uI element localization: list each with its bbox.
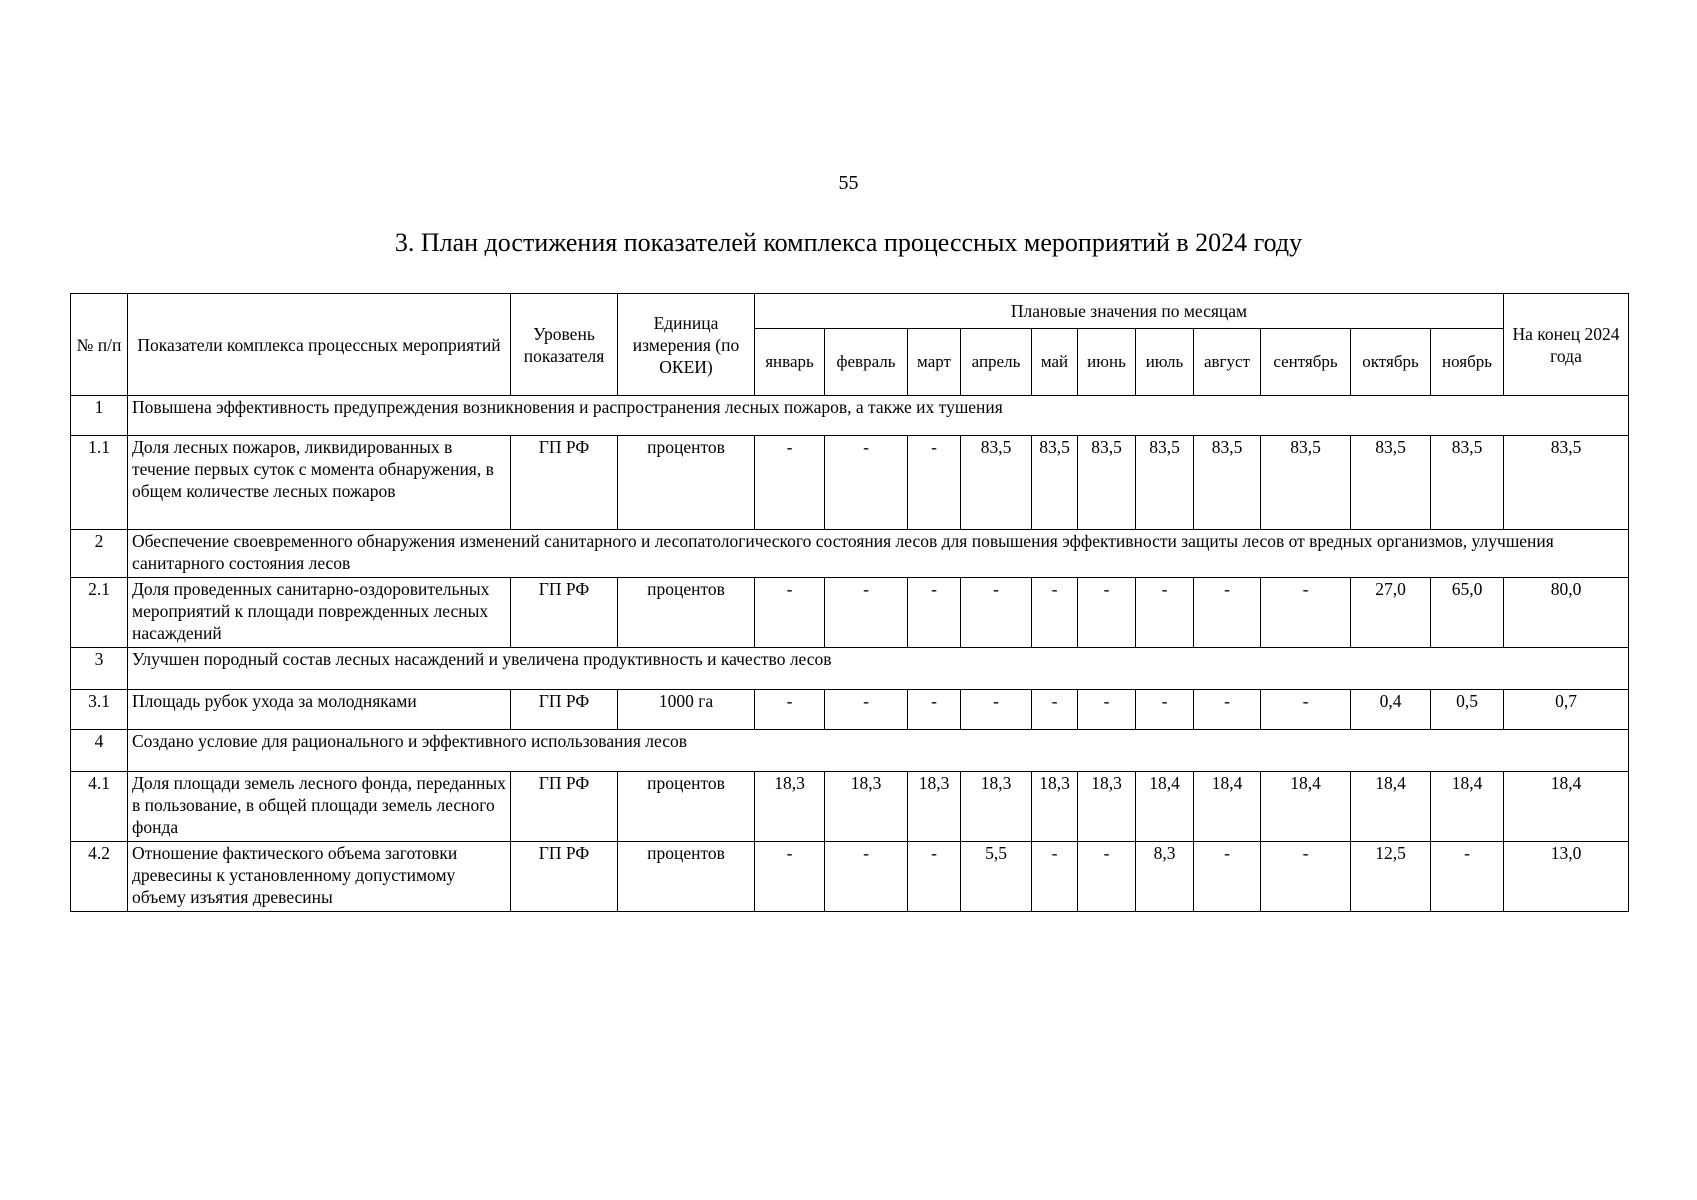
month-value: - <box>1194 578 1261 648</box>
month-value: 83,5 <box>1261 436 1351 530</box>
indicator-level: ГП РФ <box>511 578 618 648</box>
month-value: 18,3 <box>1032 772 1078 842</box>
table-row <box>71 842 1629 912</box>
header-month: февраль <box>825 329 908 396</box>
month-value: - <box>1136 690 1194 730</box>
month-value: - <box>1032 690 1078 730</box>
month-value: - <box>908 690 961 730</box>
indicator-name: Отношение фактического объема заготовки древесины к установленному допустимому объему изъятия древесины <box>128 842 511 912</box>
month-value: - <box>1032 842 1078 912</box>
page-number: 55 <box>838 172 859 194</box>
header-month: май <box>1032 329 1078 396</box>
month-value: - <box>825 842 908 912</box>
month-value: - <box>1194 690 1261 730</box>
year-end-value: 80,0 <box>1504 578 1629 648</box>
header-month: март <box>908 329 961 396</box>
month-value: 83,5 <box>1194 436 1261 530</box>
month-value: 83,5 <box>1431 436 1504 530</box>
indicator-name: Доля проведенных санитарно-оздоровительных мероприятий к площади поврежденных лесных насаждений <box>128 578 511 648</box>
header-month: апрель <box>961 329 1032 396</box>
month-value: - <box>1078 842 1136 912</box>
month-value: - <box>755 436 825 530</box>
year-end-value: 18,4 <box>1504 772 1629 842</box>
header-month: июнь <box>1078 329 1136 396</box>
section-title: Повышена эффективность предупреждения возникновения и распространения лесных пожаров, а также их тушения <box>128 396 1629 436</box>
indicator-name: Доля площади земель лесного фонда, переданных в пользование, в общей площади земель лесного фонда <box>128 772 511 842</box>
month-value: 83,5 <box>961 436 1032 530</box>
section-title: Создано условие для рационального и эффективного использования лесов <box>128 730 1629 772</box>
month-value: - <box>961 690 1032 730</box>
month-value: 18,4 <box>1136 772 1194 842</box>
month-value: 18,3 <box>755 772 825 842</box>
page-title: 3. План достижения показателей комплекса процессных мероприятий в 2024 году <box>394 228 1303 257</box>
indicator-level: ГП РФ <box>511 772 618 842</box>
header-month: октябрь <box>1351 329 1431 396</box>
month-value: - <box>1136 578 1194 648</box>
row-number: 4.1 <box>71 772 128 842</box>
month-value: 18,4 <box>1431 772 1504 842</box>
section-row <box>71 396 1629 436</box>
month-value: 12,5 <box>1351 842 1431 912</box>
section-title: Улучшен породный состав лесных насаждений и увеличена продуктивность и качество лесов <box>128 648 1629 690</box>
month-value: - <box>825 578 908 648</box>
header-month: август <box>1194 329 1261 396</box>
month-value: 83,5 <box>1136 436 1194 530</box>
month-value: 0,5 <box>1431 690 1504 730</box>
month-value: 65,0 <box>1431 578 1504 648</box>
table-row <box>71 772 1629 842</box>
header-year-end: На конец 2024 года <box>1504 294 1629 396</box>
month-value: - <box>1261 690 1351 730</box>
indicator-name: Площадь рубок ухода за молодняками <box>128 690 511 730</box>
month-value: 18,3 <box>825 772 908 842</box>
month-value: - <box>755 690 825 730</box>
month-value: 18,3 <box>1078 772 1136 842</box>
header-level: Уровень показателя <box>511 294 618 396</box>
month-value: - <box>908 436 961 530</box>
indicator-unit: процентов <box>618 842 755 912</box>
month-value: 18,3 <box>961 772 1032 842</box>
table-row <box>71 690 1629 730</box>
row-number: 1.1 <box>71 436 128 530</box>
month-value: - <box>755 578 825 648</box>
row-number: 3.1 <box>71 690 128 730</box>
table-row <box>71 436 1629 530</box>
month-value: 18,4 <box>1351 772 1431 842</box>
month-value: - <box>825 690 908 730</box>
indicator-level: ГП РФ <box>511 436 618 530</box>
row-number: 1 <box>71 396 128 436</box>
month-value: - <box>1194 842 1261 912</box>
header-row-top <box>71 294 1629 329</box>
month-value: - <box>755 842 825 912</box>
month-value: - <box>1032 578 1078 648</box>
indicator-name: Доля лесных пожаров, ликвидированных в течение первых суток с момента обнаружения, в общем количестве лесных пожаров <box>128 436 511 530</box>
section-row <box>71 530 1629 578</box>
header-planned-values: Плановые значения по месяцам <box>755 294 1504 329</box>
header-month: ноябрь <box>1431 329 1504 396</box>
row-number: 2.1 <box>71 578 128 648</box>
header-month: июль <box>1136 329 1194 396</box>
month-value: 18,4 <box>1261 772 1351 842</box>
header-num: № п/п <box>71 294 128 396</box>
month-value: - <box>1261 578 1351 648</box>
month-value: - <box>1078 690 1136 730</box>
section-row <box>71 648 1629 690</box>
indicator-unit: процентов <box>618 436 755 530</box>
indicator-unit: процентов <box>618 578 755 648</box>
month-value: - <box>1431 842 1504 912</box>
month-value: 83,5 <box>1078 436 1136 530</box>
header-month: январь <box>755 329 825 396</box>
row-number: 4 <box>71 730 128 772</box>
year-end-value: 83,5 <box>1504 436 1629 530</box>
indicators-plan-table <box>70 293 1629 912</box>
indicator-unit: процентов <box>618 772 755 842</box>
year-end-value: 0,7 <box>1504 690 1629 730</box>
month-value: 18,3 <box>908 772 961 842</box>
indicator-unit: 1000 га <box>618 690 755 730</box>
row-number: 3 <box>71 648 128 690</box>
month-value: 27,0 <box>1351 578 1431 648</box>
month-value: 18,4 <box>1194 772 1261 842</box>
month-value: 8,3 <box>1136 842 1194 912</box>
indicator-level: ГП РФ <box>511 690 618 730</box>
month-value: - <box>1261 842 1351 912</box>
header-month: сентябрь <box>1261 329 1351 396</box>
month-value: 5,5 <box>961 842 1032 912</box>
month-value: 83,5 <box>1032 436 1078 530</box>
header-indicator: Показатели комплекса процессных мероприятий <box>128 294 511 396</box>
section-title: Обеспечение своевременного обнаружения изменений санитарного и лесопатологического состояния лесов для повышения эффективности защиты лесов от вредных организмов, улучшения санитарного состояния лесов <box>128 530 1629 578</box>
indicator-level: ГП РФ <box>511 842 618 912</box>
month-value: 83,5 <box>1351 436 1431 530</box>
month-value: - <box>961 578 1032 648</box>
section-row <box>71 730 1629 772</box>
table-row <box>71 578 1629 648</box>
month-value: 0,4 <box>1351 690 1431 730</box>
year-end-value: 13,0 <box>1504 842 1629 912</box>
month-value: - <box>908 842 961 912</box>
row-number: 4.2 <box>71 842 128 912</box>
month-value: - <box>1078 578 1136 648</box>
month-value: - <box>908 578 961 648</box>
table-body <box>71 396 1629 912</box>
month-value: - <box>825 436 908 530</box>
header-unit: Единица измерения (по ОКЕИ) <box>618 294 755 396</box>
row-number: 2 <box>71 530 128 578</box>
